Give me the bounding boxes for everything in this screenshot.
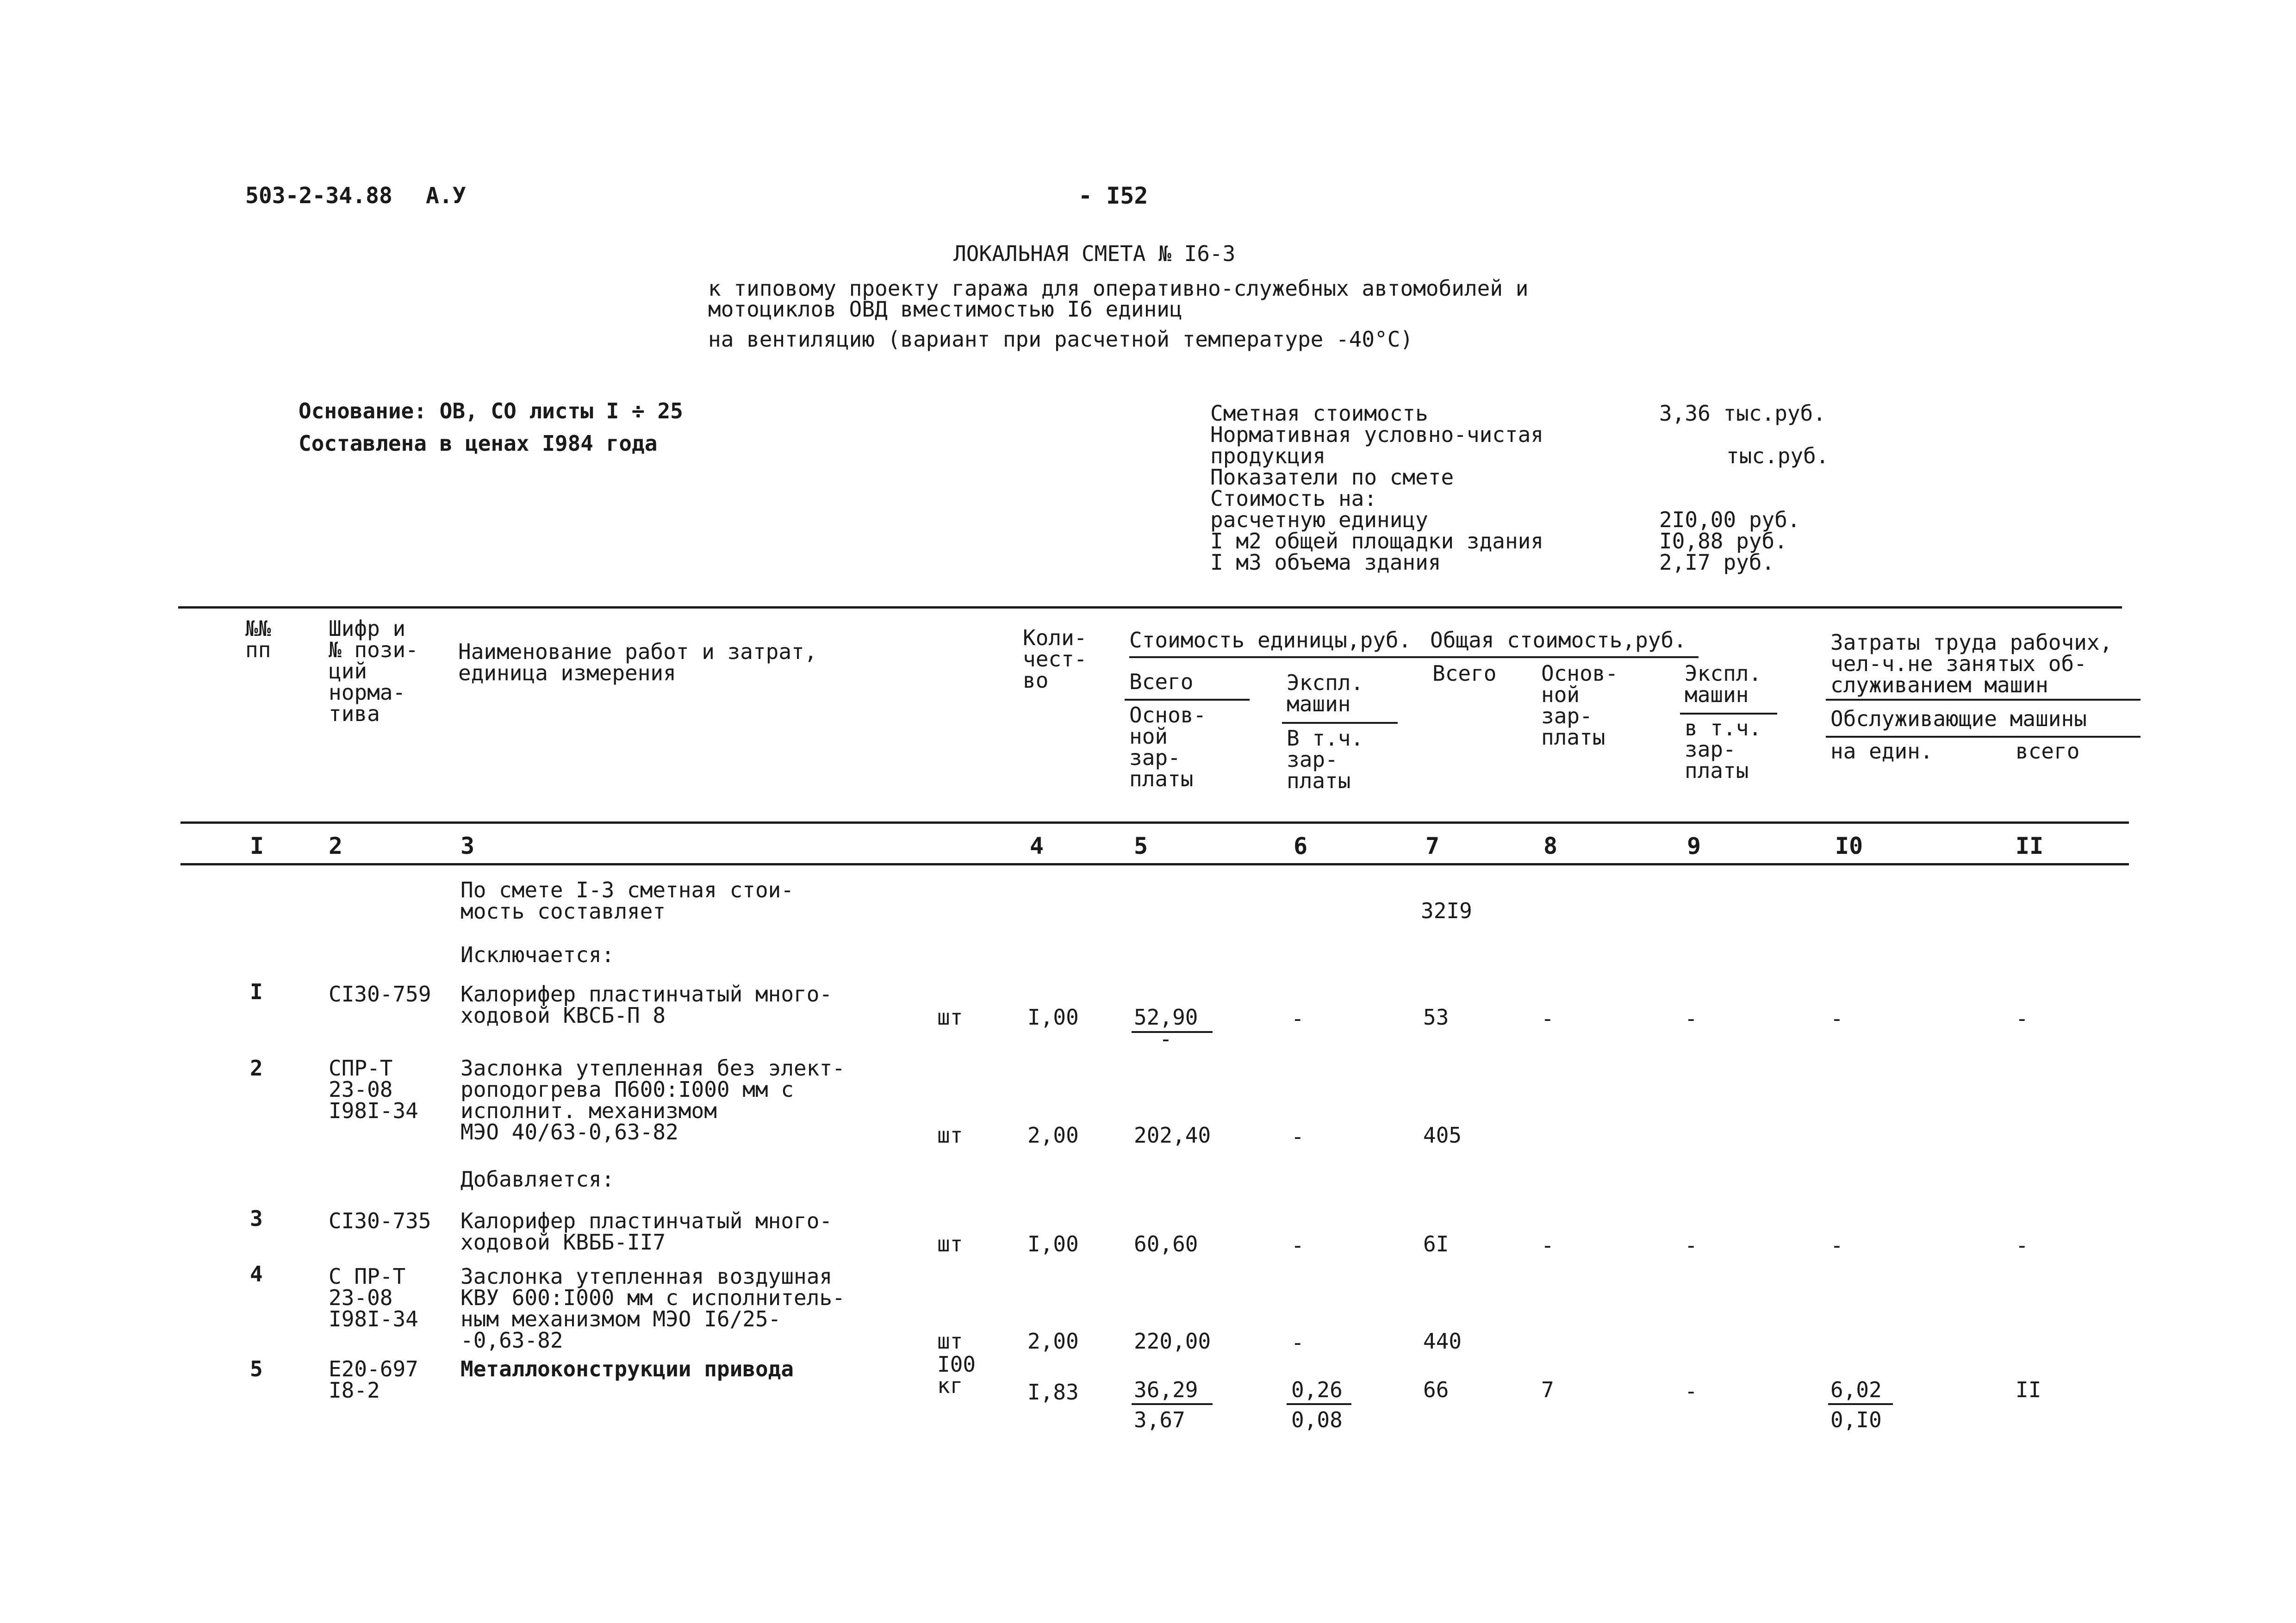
document-code: 503-2-34.88 (245, 183, 392, 209)
section-excluded: Исключается: (460, 942, 615, 967)
row-total: 6I (1423, 1231, 1449, 1256)
header-qty: Коли- чест- во (1023, 625, 1087, 693)
row-machines: - (1291, 1233, 1304, 1258)
row-machines: - (1291, 1330, 1304, 1355)
row-total: 53 (1423, 1005, 1449, 1030)
row-labor-unit-sub: 0,I0 (1830, 1407, 1882, 1432)
header-total-cost-group: Общая стоимость,руб. (1430, 628, 1686, 653)
header-unit-machines-wage: В т.ч. зар- платы (1287, 726, 1364, 793)
row-code: СI30-759 (329, 982, 431, 1007)
column-number: 3 (460, 833, 475, 859)
album-code: А.У (426, 183, 466, 209)
row-labor-unit: - (1830, 1006, 1843, 1031)
estimate-subtitle-line1: к типовому проекту гаража для оперативно-служебных автомобилей и (708, 276, 1529, 301)
row-unit: шт (937, 1329, 963, 1354)
row-qty: I,00 (1027, 1231, 1079, 1256)
row-labor-unit: 6,02 (1830, 1377, 1882, 1402)
row-unit-wage: 3,67 (1134, 1407, 1185, 1432)
column-number: II (2016, 833, 2044, 859)
row-total: 440 (1423, 1329, 1462, 1354)
row-machines-wage: 0,08 (1291, 1407, 1343, 1432)
row-unit-total: 220,00 (1134, 1329, 1211, 1354)
column-number: 2 (329, 833, 343, 859)
header-total-all: Всего (1432, 661, 1497, 686)
row-qty: I,83 (1027, 1380, 1079, 1405)
row-code: СI30-735 (329, 1208, 431, 1233)
row-name: Металлоконструкции привода (460, 1356, 794, 1381)
row-machines-rule (1287, 1403, 1351, 1405)
header-num: №№ пп (245, 616, 271, 662)
column-number: 7 (1425, 833, 1440, 859)
header-cost-group-rule (1129, 656, 1699, 658)
row-unit: шт (937, 1231, 963, 1256)
summary-label-indicators: Показатели по смете (1210, 465, 1454, 490)
summary-value-area: I0,88 руб. (1659, 529, 1787, 553)
row-machines: - (1291, 1124, 1304, 1149)
header-unit-total-rule (1125, 699, 1250, 701)
estimate-subtitle-line2: мотоциклов ОВД вместимостью I6 единиц (708, 297, 1182, 322)
row-total-wage: - (1541, 1233, 1554, 1258)
summary-value-cost: 3,36 тыс.руб. (1659, 401, 1826, 426)
summary-value-volume: 2,I7 руб. (1659, 550, 1775, 575)
row-name: Калорифер пластинчатый много- ходовой КВСБ-П 8 (460, 982, 833, 1028)
row-total-wage: 7 (1541, 1377, 1554, 1402)
row-unit-total: 60,60 (1134, 1231, 1198, 1256)
row-unit-total-rule (1132, 1403, 1213, 1405)
row-unit-total: 52,90 (1134, 1005, 1198, 1030)
summary-label-normative: Нормативная условно-чистая (1210, 422, 1544, 447)
header-bottom-rule (180, 821, 2129, 824)
summary-label-product: продукция (1210, 443, 1326, 468)
header-total-machines: Экспл. машин (1685, 661, 1762, 707)
row-total-machines: - (1685, 1006, 1698, 1031)
row-name: Заслонка утепленная без элект- роподогрева П600:I000 мм с исполнит. механизмом МЭО 40/63-0,63-82 (460, 1056, 845, 1144)
header-unit-total: Всего (1129, 669, 1194, 694)
header-total-basic-wage: Основ- ной зар- платы (1541, 661, 1618, 750)
row-code: С ПР-Т 23-08 I98I-34 (329, 1264, 418, 1331)
row-machines: 0,26 (1291, 1377, 1343, 1402)
summary-label-calc-unit: расчетную единицу (1210, 507, 1428, 532)
row-name: Калорифер пластинчатый много- ходовой КВББ-II7 (460, 1208, 833, 1255)
column-number: 4 (1030, 833, 1044, 859)
column-number-rule (180, 863, 2129, 865)
row-code: СПР-Т 23-08 I98I-34 (329, 1056, 418, 1123)
row-num: 4 (250, 1262, 263, 1287)
row-total-machines: - (1685, 1233, 1698, 1258)
row-unit-wage: - (1159, 1026, 1172, 1051)
row-total-wage: - (1541, 1006, 1554, 1031)
column-number: I (250, 833, 264, 859)
row-unit: шт (937, 1123, 963, 1148)
row-machines: - (1291, 1006, 1304, 1031)
header-total-machines-wage: в т.ч. зар- платы (1685, 715, 1762, 783)
row-unit: I00 кг (937, 1352, 976, 1398)
estimate-title: ЛОКАЛЬНАЯ СМЕТА № I6-3 (953, 241, 1236, 266)
row-total: 405 (1423, 1123, 1462, 1148)
header-unit-machines-rule (1282, 722, 1398, 724)
header-labor-per-unit: на един. (1830, 739, 1933, 764)
row-qty: I,00 (1027, 1005, 1079, 1030)
header-code: Шифр и № пози- ций норма- тива (329, 616, 418, 726)
row-name: Заслонка утепленная воздушная КВУ 600:I000 мм с исполнитель- ным механизмом МЭО I6/25- -0,63-82 (460, 1264, 845, 1353)
column-number: 9 (1687, 833, 1701, 859)
summary-label-volume: I м3 объема здания (1210, 550, 1441, 575)
row-labor-total: - (2016, 1233, 2028, 1258)
column-number: 6 (1294, 833, 1308, 859)
row-num: 5 (250, 1356, 263, 1381)
summary-value-product: тыс.руб. (1726, 443, 1829, 468)
header-labor-total: всего (2016, 739, 2080, 764)
row-num: 3 (250, 1206, 263, 1231)
row-num: 2 (250, 1056, 263, 1081)
row-code: Е20-697 I8-2 (329, 1356, 418, 1403)
summary-label-cost-per: Стоимость на: (1210, 486, 1377, 511)
basis-line: Основание: ОВ, СО листы I ÷ 25 (299, 398, 683, 423)
estimate-subtitle-line3: на вентиляцию (вариант при расчетной температуре -40°С) (708, 327, 1413, 352)
row-unit: шт (937, 1005, 963, 1030)
section-added: Добавляется: (460, 1167, 615, 1192)
summary-label-cost: Сметная стоимость (1210, 401, 1428, 426)
table-top-rule (178, 606, 2122, 609)
prices-year-line: Составлена в ценах I984 года (299, 431, 658, 456)
intro-text: По смете I-3 сметная стои- мость составляет (460, 877, 794, 924)
column-number: 5 (1134, 833, 1148, 859)
row-labor-total: - (2016, 1006, 2028, 1031)
row-unit-total: 36,29 (1134, 1377, 1198, 1402)
row-qty: 2,00 (1027, 1329, 1079, 1354)
row-total-machines: - (1685, 1379, 1698, 1404)
header-labor-group: Затраты труда рабочих, чел-ч.не занятых об- служиванием машин (1830, 630, 2113, 697)
row-labor-unit-rule (1828, 1403, 1893, 1405)
header-labor-service-rule (1826, 736, 2140, 738)
header-unit-machines: Экспл. машин (1287, 670, 1364, 716)
column-number: I0 (1835, 833, 1863, 859)
header-name: Наименование работ и затрат, единица измерения (458, 639, 817, 685)
header-labor-service: Обслуживающие машины (1830, 706, 2087, 731)
row-num: I (250, 979, 263, 1004)
row-qty: 2,00 (1027, 1123, 1079, 1148)
summary-label-area: I м2 общей площадки здания (1210, 529, 1544, 553)
header-labor-rule (1826, 699, 2140, 701)
row-unit-total: 202,40 (1134, 1123, 1211, 1148)
header-unit-cost-group: Стоимость единицы,руб. (1129, 628, 1412, 653)
intro-total: 32I9 (1421, 898, 1472, 923)
column-number: 8 (1543, 833, 1558, 859)
row-total: 66 (1423, 1377, 1449, 1402)
header-unit-basic-wage: Основ- ной зар- платы (1129, 703, 1207, 791)
row-labor-total: II (2016, 1377, 2041, 1402)
row-labor-unit: - (1830, 1233, 1843, 1258)
summary-value-calc-unit: 2I0,00 руб. (1659, 507, 1800, 532)
page-number: - I52 (1078, 182, 1148, 209)
header-total-machines-rule (1680, 713, 1777, 715)
